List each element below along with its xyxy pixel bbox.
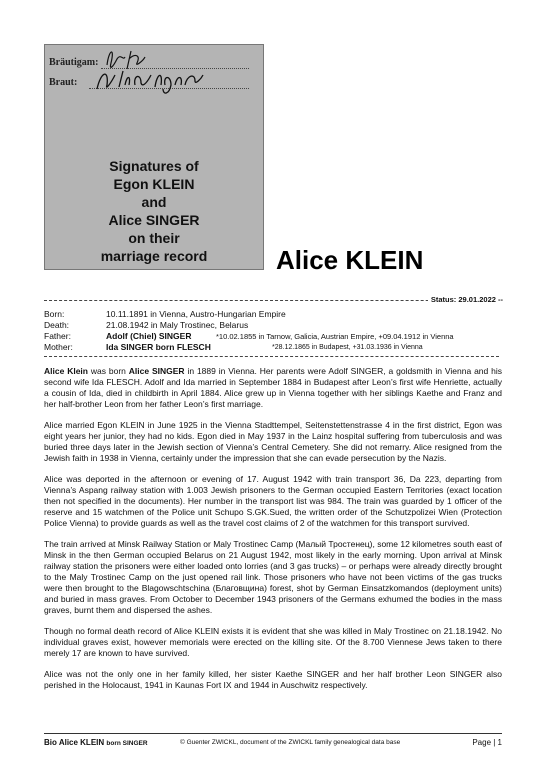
fact-label: Father: (44, 331, 71, 341)
fact-value: 21.08.1942 in Maly Trostinec, Belarus (106, 320, 249, 330)
fact-death (44, 320, 504, 331)
text-run: was born (87, 366, 129, 376)
paragraph: The train arrived at Minsk Railway Station or Maly Trostinec Camp (Малый Тростенец), some 12 kilometres south east of Minsk in the then German occupied Belarus on 21 August 1942, most likely in the early morning. Upon arrival at Minsk railway station the prisoners were either loaded onto lorries (and 3 gas trucks) – or perhaps were already directly brought to the Maly Trostinec Camp on the just opened rail link. Those prisoners who have not been victims of the gas trucks were then brought to the Blagowschtschina (Благовщина) forest, shot by German Einsatzkomandos (deployment units) and buried in mass graves. From October to December 1943 prisoners of the Germans exhumed the bodies in the mass graves, burnt them and dispersed the ashes. (44, 539, 502, 615)
name-bold: Alice SINGER (128, 366, 185, 376)
fact-value: Ida SINGER born FLESCH (106, 342, 211, 352)
page-number: Page | 1 (472, 738, 502, 747)
fact-extra: *10.02.1855 in Tarnow, Galicia, Austrian Empire, +09.04.1912 in Vienna (216, 332, 454, 341)
paragraph: Alice was deported in the afternoon or evening of 17. August 1942 with train transport 36, Da 223, departing from Vienna’s Aspang railway station with 1.003 Jewish prisoners to the German occupied Eastern Territories (exact location then not specified in the documents). Her number in the transport list was 984. The train was guarded by 1 officer of the reserve and 15 watchmen of the Police unit Schupo S.GK.Sued, the written order of the Schutzpolizei Wien (Protection Police Vienna) to provide guards as well as the travel cost claims of 2 of the watchmen for this transport survived. (44, 474, 502, 528)
fact-born (44, 309, 504, 320)
caption-line: marriage record (100, 248, 208, 264)
paragraph: Alice was not the only one in her family killed, her sister Kaethe SINGER and her half brother Leon SINGER also perished in the Holocaust, 1941 in Kaunas Fort IX and 1944 in Auschwitz respectively. (44, 669, 502, 690)
caption-line: on their (128, 230, 180, 246)
paragraph (44, 366, 502, 410)
fact-label: Mother: (44, 342, 73, 352)
photo-caption (45, 157, 263, 265)
footer-divider (44, 733, 502, 734)
groom-label: Bräutigam: (49, 57, 99, 68)
footer-copyright: © Guenter ZWICKL, document of the ZWICKL family genealogical data base (180, 739, 401, 746)
biography-text (44, 366, 502, 701)
fact-label: Death: (44, 320, 70, 330)
facts-table (44, 309, 504, 353)
paragraph: Alice married Egon KLEIN in June 1925 in the Vienna Stadttempel, Seitenstettenstrasse 4 in the first district, Egon was eight years her junior, they had no kids. Egon died in May 1937 in the Lainz hospital suffering from tuberculosis and was buried three days later in the Jewish section of Vienna’s Central Cemetery. She did not remarry. Alice resigned from the Jewish faith in 1938 in Vienna, certainly under the impression that she can evade persecution by the Nazis. (44, 420, 502, 463)
signature-photo (44, 44, 264, 270)
footer-born: born SINGER (106, 740, 148, 747)
caption-line: Egon KLEIN (113, 176, 195, 192)
bride-label: Braut: (49, 77, 78, 88)
text-run: in 1889 in Vienna. Her parents were Adolf SINGER, a goldsmith in Vienna and his second wife Ida FLESCH. Adolf and Ida married in September 1884 in Budapest after Leon’s first wife Henriette, actually a cousin of Ida, died in childbirth in April 1884. Alice grew up in Vienna together with her siblings Kaethe and Franz and her half-brother Leon from her father Leon’s first marriage. (44, 366, 502, 409)
fact-value: Adolf (Chiel) SINGER (106, 331, 192, 341)
fact-extra: *28.12.1865 in Budapest, +31.03.1936 in Vienna (272, 344, 423, 351)
name-bold: Alice Klein (44, 366, 88, 376)
fact-mother (44, 342, 504, 353)
facts-divider (44, 356, 499, 357)
status-date: Status: 29.01.2022 -- (428, 295, 503, 304)
caption-line: Signatures of (109, 158, 199, 174)
paragraph: Though no formal death record of Alice KLEIN exists it is evident that she was killed in Maly Trostinec on 21.18.1942. No individual graves exist, however memorials were erected on the killing site. Of the 8.700 Viennese Jews taken to there merely 17 are known to have survived. (44, 626, 502, 658)
fact-label: Born: (44, 309, 65, 319)
caption-line: Alice SINGER (108, 212, 200, 228)
footer-bio-name: Bio Alice KLEIN (44, 738, 105, 747)
fact-value: 10.11.1891 in Vienna, Austro-Hungarian Empire (106, 309, 286, 319)
signature-strip (45, 45, 263, 99)
handwritten-signature (45, 45, 263, 101)
caption-line: and (141, 194, 167, 210)
page-title: Alice KLEIN (276, 245, 424, 275)
fact-father (44, 331, 504, 342)
footer-bio (44, 738, 148, 747)
